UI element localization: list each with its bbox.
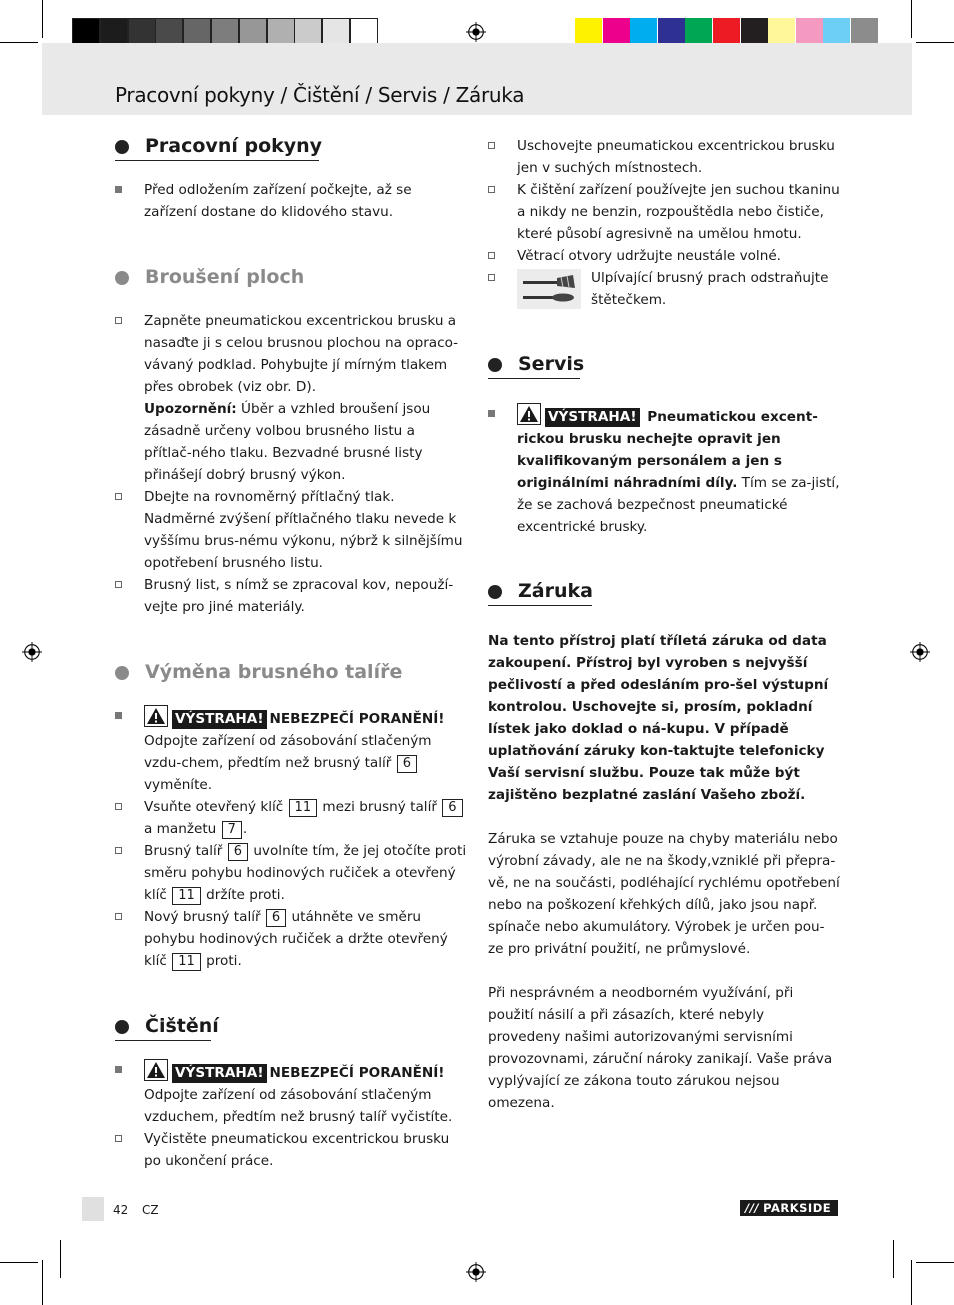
bullet-dot-icon <box>115 140 129 154</box>
process-swatch <box>823 18 850 46</box>
crop-mark <box>916 1262 954 1263</box>
list-item: Brusný talíř 6 uvolníte tím, že jej otočíte proti směru pohybu hodinových ručiček a otevřený klíč 11 držíte proti. <box>115 840 467 906</box>
warning-triangle-icon <box>517 403 541 425</box>
warning-triangle-icon <box>144 705 168 727</box>
checkbox-bullet-icon <box>115 803 122 810</box>
process-swatch <box>713 18 740 46</box>
section-heading-brouseni-ploch: Broušení ploch <box>115 264 467 294</box>
checkbox-bullet-icon <box>488 252 495 259</box>
gray-swatch <box>350 18 378 46</box>
checkbox-bullet-icon <box>488 186 495 193</box>
bullet-dot-icon <box>115 666 129 680</box>
crop-mark <box>0 42 38 43</box>
page-title: Pracovní pokyny / Čištění / Servis / Záruka <box>115 83 525 107</box>
registration-mark-icon <box>22 642 42 662</box>
part-number-box: 6 <box>266 909 286 927</box>
square-bullet-icon <box>488 410 495 417</box>
bullet-dot-icon <box>488 585 502 599</box>
part-number-box: 11 <box>289 799 318 817</box>
gray-swatch <box>211 18 239 46</box>
brush-icon <box>517 269 581 309</box>
gray-swatch <box>100 18 128 46</box>
list-item: Před odložením zařízení počkejte, až se zařízení dostane do klidového stavu. <box>115 179 467 223</box>
crop-mark <box>42 0 43 38</box>
list-item: Nový brusný talíř 6 utáhněte ve směru pohybu hodinových ručiček a držte otevřený klíč 11 proti. <box>115 906 467 972</box>
part-number-box: 11 <box>172 953 201 971</box>
crop-mark <box>911 0 912 38</box>
process-swatch <box>603 18 630 46</box>
left-column <box>115 133 467 1172</box>
crop-mark <box>0 1262 38 1263</box>
gray-swatch <box>128 18 156 46</box>
list-item: Větrací otvory udržujte neustále volné. <box>488 245 840 267</box>
list-item: Ulpívající brusný prach odstraňujte štětečkem. <box>488 267 840 311</box>
list-item: K čištění zařízení používejte jen suchou tkaninu a nikdy ne benzin, rozpouštědla nebo čističe, které působí agresivně na umělou hmotu. <box>488 179 840 245</box>
gray-swatch <box>239 18 267 46</box>
process-swatch <box>575 18 602 46</box>
section-heading-servis: Servis <box>488 351 840 381</box>
gray-swatch <box>72 18 100 46</box>
language-code: CZ <box>142 1203 159 1217</box>
checkbox-bullet-icon <box>115 317 122 324</box>
list-item: Brusný list, s nímž se zpracoval kov, nepouží-vejte pro jiné materiály. <box>115 574 467 618</box>
list-item: Zapněte pneumatickou excentrickou brusku a nasaďte ji s celou brusnou plochou na opraco-vávaný podklad. Pohybujte jí mírným tlakem přes obrobek (viz obr. D). Upozornění: Úběr a vzhled broušení jsou zásadně určeny volbou brusného listu a přítlač-ného tlaku. Bezvadné brusné listy přinášejí dobrý brusný výkon. <box>115 310 467 486</box>
process-swatch <box>768 18 795 46</box>
crop-mark <box>893 1240 894 1278</box>
list-item: Vyčistěte pneumatickou excentrickou brusku po ukončení práce. <box>115 1128 467 1172</box>
checkbox-bullet-icon <box>488 142 495 149</box>
bullet-dot-icon <box>488 358 502 372</box>
part-number-box: 7 <box>222 821 242 839</box>
process-swatch <box>796 18 823 46</box>
bullet-dot-icon <box>115 271 129 285</box>
process-swatch <box>658 18 685 46</box>
warranty-paragraph: Při nesprávném a neodborném využívání, při použití násilí a při zásazích, které nebyly provedeny našimi autorizovanými servisními provozovnami, záruční nároky zanikají. Vaše práva vyplývající ze zákona touto zárukou nejsou omezena. <box>488 985 833 1111</box>
checkbox-bullet-icon <box>488 274 495 281</box>
warning-item: VÝSTRAHA! NEBEZPEČÍ PORANĚNÍ! Odpojte zařízení od zásobování stlačeným vzdu-chem, předtím než brusný talíř 6 vyměníte. <box>115 705 467 796</box>
warranty-bold-paragraph: Na tento přístroj platí tříletá záruka od data zakoupení. Přístroj byl vyroben s nejvyšší pečlivostí a před odesláním pro-šel výstupní kontrolou. Uschovejte si, prosím, pokladní lístek jako doklad o ná-kupu. V případě uplatňování záruky kon-taktujte telefonicky Vaší servisní službu. Pouze tak může být zajištěno bezplatné zaslání Vašeho zboží. <box>488 633 829 803</box>
section-heading-pracovni-pokyny: Pracovní pokyny <box>115 133 467 163</box>
crop-mark <box>916 42 954 43</box>
list-item: Dbejte na rovnoměrný přítlačný tlak. Nadměrné zvýšení přítlačného tlaku nevede k vyššímu brus-nému výkonu, nýbrž k silnějšímu opotřebení brusného listu. <box>115 486 467 574</box>
gray-swatch <box>294 18 322 46</box>
checkbox-bullet-icon <box>115 581 122 588</box>
square-bullet-icon <box>115 712 122 719</box>
section-heading-cisteni: Čištění <box>115 1013 467 1043</box>
checkbox-bullet-icon <box>115 493 122 500</box>
gray-swatch <box>322 18 350 46</box>
process-swatch <box>685 18 712 46</box>
footer-tab <box>82 1197 104 1221</box>
warning-label: VÝSTRAHA! <box>545 408 640 427</box>
process-swatch <box>851 18 878 46</box>
checkbox-bullet-icon <box>115 1135 122 1142</box>
gray-swatch <box>267 18 295 46</box>
gray-swatch <box>183 18 211 46</box>
checkbox-bullet-icon <box>115 913 122 920</box>
right-column <box>488 135 840 1114</box>
section-heading-vymena-talire: Výměna brusného talíře <box>115 659 467 689</box>
crop-mark <box>42 1260 43 1305</box>
warning-label: VÝSTRAHA! <box>172 1064 267 1083</box>
warning-item: VÝSTRAHA! Pneumatickou excent-rickou brusku nechejte opravit jen kvalifikovaným personálem a jen s originálními náhradními díly. Tím se za-jistí, že se zachová bezpečnost pneumatické excentrické brusky. <box>488 403 840 538</box>
warning-item: VÝSTRAHA! NEBEZPEČÍ PORANĚNÍ! Odpojte zařízení od zásobování stlačeným vzduchem, předtím než brusný talíř vyčistíte. <box>115 1059 467 1128</box>
warranty-paragraph: Záruka se vztahuje pouze na chyby materiálu nebo výrobní závady, ale ne na škody,vzniklé při přepra-vě, ne na součásti, podléhající rychlému opotřebení nebo na poškození křehkých dílů, jako jsou např. spínače nebo akumulátory. Výrobek je určen pou-ze pro privátní použití, ne průmyslové. <box>488 831 840 957</box>
parkside-logo: /// PARKSIDE <box>740 1200 838 1216</box>
page-number: 42 <box>113 1203 129 1217</box>
crop-mark <box>911 1260 912 1305</box>
list-item: Uschovejte pneumatickou excentrickou brusku jen v suchých místnostech. <box>488 135 840 179</box>
part-number-box: 6 <box>442 799 462 817</box>
section-heading-zaruka: Záruka <box>488 578 840 608</box>
square-bullet-icon <box>115 1066 122 1073</box>
process-swatch <box>741 18 768 46</box>
part-number-box: 6 <box>228 843 248 861</box>
part-number-box: 6 <box>397 755 417 773</box>
warning-triangle-icon <box>144 1059 168 1081</box>
checkbox-bullet-icon <box>115 847 122 854</box>
square-bullet-icon <box>115 186 122 193</box>
registration-mark-icon <box>910 642 930 662</box>
registration-mark-icon <box>466 1262 486 1282</box>
part-number-box: 11 <box>172 887 201 905</box>
bullet-dot-icon <box>115 1020 129 1034</box>
list-item: Vsuňte otevřený klíč 11 mezi brusný talíř 6 a manžetu 7 . <box>115 796 467 840</box>
process-swatch <box>630 18 657 46</box>
gray-swatch <box>155 18 183 46</box>
registration-mark-icon <box>466 22 486 42</box>
warning-label: VÝSTRAHA! <box>172 710 267 729</box>
crop-mark <box>60 1240 61 1278</box>
